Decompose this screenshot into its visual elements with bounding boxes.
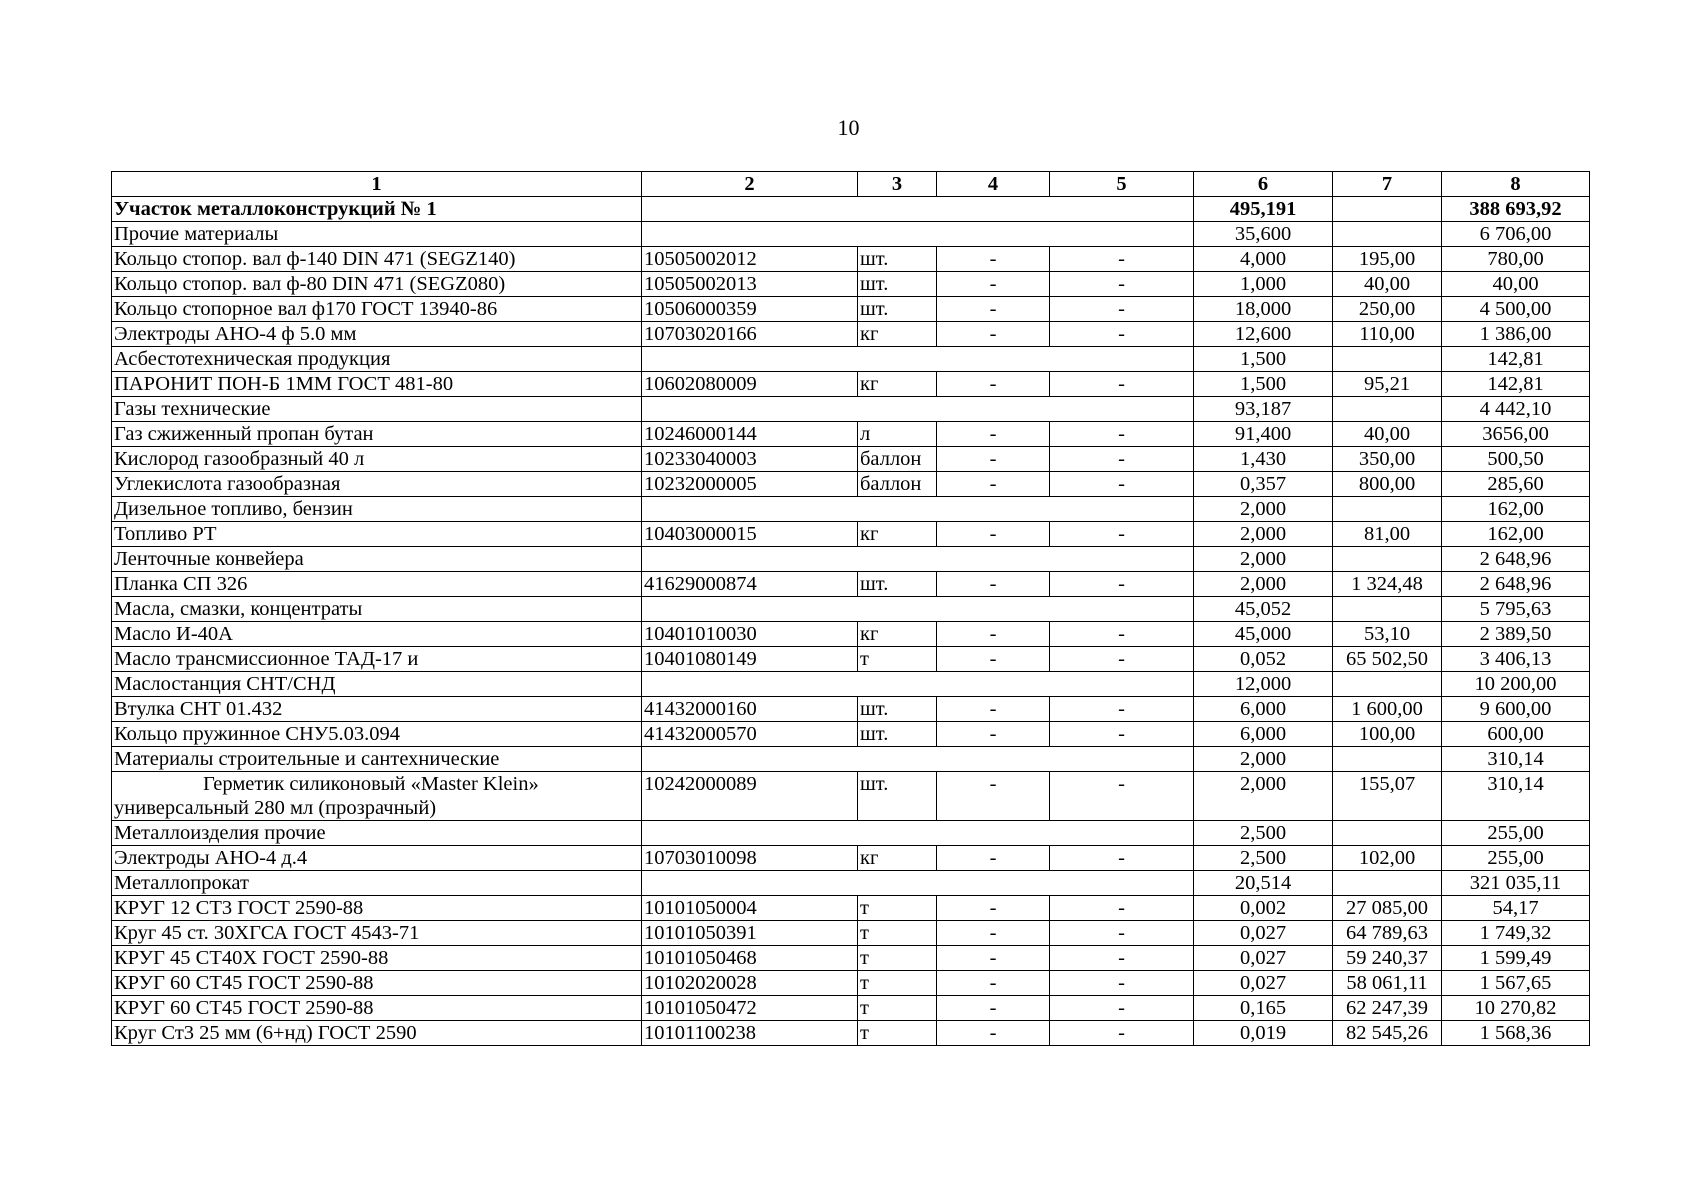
price-cell: 100,00 [1333, 722, 1442, 747]
unit-cell: т [858, 896, 937, 921]
item-code: 10101050468 [642, 946, 858, 971]
table-row [112, 622, 1590, 647]
column-header: 6 [1194, 172, 1333, 197]
empty-cell [1333, 747, 1442, 772]
item-code: 10703020166 [642, 322, 858, 347]
price-cell: 82 545,26 [1333, 1021, 1442, 1046]
sum-cell: 1 599,49 [1442, 946, 1590, 971]
quantity-cell: 0,052 [1194, 647, 1333, 672]
item-name: Масло трансмиссионное ТАД-17 и [112, 647, 642, 672]
price-cell: 64 789,63 [1333, 921, 1442, 946]
sum-cell: 10 200,00 [1442, 672, 1590, 697]
price-cell: 65 502,50 [1333, 647, 1442, 672]
unit-cell: кг [858, 622, 937, 647]
dash-cell: - [1050, 422, 1194, 447]
quantity-cell: 35,600 [1194, 222, 1333, 247]
item-name: Масло И-40А [112, 622, 642, 647]
table-row [112, 372, 1590, 397]
dash-cell: - [1050, 971, 1194, 996]
price-cell: 155,07 [1333, 772, 1442, 821]
quantity-cell: 2,000 [1194, 522, 1333, 547]
group-name: Маслостанция СНТ/СНД [112, 672, 642, 697]
dash-cell: - [1050, 622, 1194, 647]
price-cell: 53,10 [1333, 622, 1442, 647]
dash-cell: - [937, 297, 1050, 322]
quantity-cell: 12,600 [1194, 322, 1333, 347]
dash-cell: - [937, 622, 1050, 647]
dash-cell: - [937, 1021, 1050, 1046]
empty-cell [1333, 197, 1442, 222]
quantity-cell: 0,357 [1194, 472, 1333, 497]
empty-cell [642, 871, 1194, 896]
item-code: 10246000144 [642, 422, 858, 447]
empty-cell [642, 547, 1194, 572]
dash-cell: - [1050, 846, 1194, 871]
empty-cell [642, 497, 1194, 522]
empty-cell [1333, 397, 1442, 422]
table-row [112, 322, 1590, 347]
unit-cell: шт. [858, 772, 937, 821]
dash-cell: - [937, 971, 1050, 996]
dash-cell: - [1050, 472, 1194, 497]
empty-cell [1333, 821, 1442, 846]
item-code: 10232000005 [642, 472, 858, 497]
dash-cell: - [937, 272, 1050, 297]
sum-cell: 600,00 [1442, 722, 1590, 747]
quantity-cell: 20,514 [1194, 871, 1333, 896]
dash-cell: - [1050, 522, 1194, 547]
group-name: Асбестотехническая продукция [112, 347, 642, 372]
dash-cell: - [1050, 322, 1194, 347]
dash-cell: - [937, 996, 1050, 1021]
sum-cell: 10 270,82 [1442, 996, 1590, 1021]
sum-cell: 1 749,32 [1442, 921, 1590, 946]
header-row [112, 172, 1590, 197]
quantity-cell: 0,027 [1194, 971, 1333, 996]
quantity-cell: 2,000 [1194, 747, 1333, 772]
table-row [112, 722, 1590, 747]
unit-cell: шт. [858, 572, 937, 597]
empty-cell [1333, 871, 1442, 896]
quantity-cell: 45,000 [1194, 622, 1333, 647]
table-row [112, 297, 1590, 322]
empty-cell [1333, 222, 1442, 247]
sum-cell: 255,00 [1442, 846, 1590, 871]
sum-cell: 3 406,13 [1442, 647, 1590, 672]
dash-cell: - [1050, 946, 1194, 971]
empty-cell [642, 672, 1194, 697]
group-row [112, 222, 1590, 247]
table-row [112, 647, 1590, 672]
sum-cell: 142,81 [1442, 372, 1590, 397]
item-name: Электроды АНО-4 ф 5.0 мм [112, 322, 642, 347]
dash-cell: - [1050, 572, 1194, 597]
table-row [112, 247, 1590, 272]
price-cell: 62 247,39 [1333, 996, 1442, 1021]
dash-cell: - [1050, 272, 1194, 297]
price-cell: 102,00 [1333, 846, 1442, 871]
item-name: КРУГ 60 СТ45 ГОСТ 2590-88 [112, 971, 642, 996]
item-name: Круг 45 ст. 30ХГСА ГОСТ 4543-71 [112, 921, 642, 946]
sum-cell: 255,00 [1442, 821, 1590, 846]
group-row [112, 597, 1590, 622]
dash-cell: - [1050, 447, 1194, 472]
materials-table [111, 171, 1590, 1046]
item-name: Кислород газообразный 40 л [112, 447, 642, 472]
item-name: Герметик силиконовый «Master Klein» универсальный 280 мл (прозрачный) [112, 772, 642, 821]
group-name: Газы технические [112, 397, 642, 422]
item-code: 10703010098 [642, 846, 858, 871]
group-row [112, 347, 1590, 372]
item-code: 41432000570 [642, 722, 858, 747]
dash-cell: - [1050, 247, 1194, 272]
sum-cell: 310,14 [1442, 772, 1590, 821]
dash-cell: - [1050, 697, 1194, 722]
dash-cell: - [937, 647, 1050, 672]
empty-cell [1333, 672, 1442, 697]
item-code: 10505002013 [642, 272, 858, 297]
item-name: Углекислота газообразная [112, 472, 642, 497]
unit-cell: т [858, 1021, 937, 1046]
sum-cell: 780,00 [1442, 247, 1590, 272]
table-row [112, 272, 1590, 297]
table-row [112, 846, 1590, 871]
table-row [112, 896, 1590, 921]
item-name: Электроды АНО-4 д.4 [112, 846, 642, 871]
quantity-cell: 0,019 [1194, 1021, 1333, 1046]
unit-cell: т [858, 996, 937, 1021]
sum-cell: 54,17 [1442, 896, 1590, 921]
empty-cell [1333, 597, 1442, 622]
sum-cell: 40,00 [1442, 272, 1590, 297]
item-code: 10102020028 [642, 971, 858, 996]
quantity-cell: 93,187 [1194, 397, 1333, 422]
empty-cell [642, 821, 1194, 846]
item-name: Газ сжиженный пропан бутан [112, 422, 642, 447]
item-code: 10233040003 [642, 447, 858, 472]
column-header: 3 [858, 172, 937, 197]
quantity-cell: 495,191 [1194, 197, 1333, 222]
column-header: 5 [1050, 172, 1194, 197]
price-cell: 58 061,11 [1333, 971, 1442, 996]
quantity-cell: 45,052 [1194, 597, 1333, 622]
table-row [112, 921, 1590, 946]
empty-cell [1333, 347, 1442, 372]
item-code: 10401080149 [642, 647, 858, 672]
group-name: Металлопрокат [112, 871, 642, 896]
dash-cell: - [937, 896, 1050, 921]
dash-cell: - [1050, 647, 1194, 672]
price-cell: 1 324,48 [1333, 572, 1442, 597]
item-code: 10505002012 [642, 247, 858, 272]
unit-cell: баллон [858, 447, 937, 472]
empty-cell [642, 397, 1194, 422]
sum-cell: 2 648,96 [1442, 572, 1590, 597]
empty-cell [642, 197, 1194, 222]
dash-cell: - [937, 472, 1050, 497]
item-code: 10506000359 [642, 297, 858, 322]
dash-cell: - [937, 447, 1050, 472]
quantity-cell: 12,000 [1194, 672, 1333, 697]
sum-cell: 4 442,10 [1442, 397, 1590, 422]
item-name: Топливо РТ [112, 522, 642, 547]
dash-cell: - [937, 572, 1050, 597]
group-name: Материалы строительные и сантехнические [112, 747, 642, 772]
quantity-cell: 2,500 [1194, 821, 1333, 846]
column-header: 8 [1442, 172, 1590, 197]
table-row [112, 971, 1590, 996]
sum-cell: 285,60 [1442, 472, 1590, 497]
unit-cell: т [858, 946, 937, 971]
sum-cell: 162,00 [1442, 522, 1590, 547]
dash-cell: - [1050, 372, 1194, 397]
item-name: Кольцо стопор. вал ф-140 DIN 471 (SEGZ140) [112, 247, 642, 272]
column-header: 2 [642, 172, 858, 197]
sum-cell: 162,00 [1442, 497, 1590, 522]
table-row [112, 472, 1590, 497]
item-code: 10602080009 [642, 372, 858, 397]
price-cell: 1 600,00 [1333, 697, 1442, 722]
price-cell: 110,00 [1333, 322, 1442, 347]
item-code: 10101050391 [642, 921, 858, 946]
dash-cell: - [937, 697, 1050, 722]
unit-cell: шт. [858, 697, 937, 722]
sum-cell: 4 500,00 [1442, 297, 1590, 322]
sum-cell: 310,14 [1442, 747, 1590, 772]
dash-cell: - [937, 772, 1050, 821]
group-row [112, 672, 1590, 697]
dash-cell: - [937, 422, 1050, 447]
quantity-cell: 0,027 [1194, 946, 1333, 971]
price-cell: 40,00 [1333, 272, 1442, 297]
item-code: 41432000160 [642, 697, 858, 722]
quantity-cell: 2,500 [1194, 846, 1333, 871]
price-cell: 95,21 [1333, 372, 1442, 397]
dash-cell: - [937, 921, 1050, 946]
unit-cell: кг [858, 522, 937, 547]
unit-cell: кг [858, 322, 937, 347]
sum-cell: 321 035,11 [1442, 871, 1590, 896]
empty-cell [1333, 547, 1442, 572]
group-row [112, 747, 1590, 772]
group-row [112, 397, 1590, 422]
quantity-cell: 6,000 [1194, 697, 1333, 722]
price-cell: 195,00 [1333, 247, 1442, 272]
item-name: КРУГ 45 СТ40Х ГОСТ 2590-88 [112, 946, 642, 971]
group-name: Прочие материалы [112, 222, 642, 247]
item-code: 10401010030 [642, 622, 858, 647]
empty-cell [642, 222, 1194, 247]
dash-cell: - [1050, 722, 1194, 747]
group-name: Ленточные конвейера [112, 547, 642, 572]
empty-cell [1333, 497, 1442, 522]
column-header: 1 [112, 172, 642, 197]
quantity-cell: 2,000 [1194, 547, 1333, 572]
sum-cell: 6 706,00 [1442, 222, 1590, 247]
page-number: 10 [837, 115, 860, 140]
quantity-cell: 2,000 [1194, 497, 1333, 522]
dash-cell: - [937, 322, 1050, 347]
group-name: Масла, смазки, концентраты [112, 597, 642, 622]
item-code: 10101050004 [642, 896, 858, 921]
item-code: 41629000874 [642, 572, 858, 597]
sum-cell: 5 795,63 [1442, 597, 1590, 622]
quantity-cell: 6,000 [1194, 722, 1333, 747]
item-code: 10101100238 [642, 1021, 858, 1046]
quantity-cell: 2,000 [1194, 572, 1333, 597]
table-row [112, 946, 1590, 971]
quantity-cell: 0,165 [1194, 996, 1333, 1021]
sum-cell: 388 693,92 [1442, 197, 1590, 222]
column-header: 4 [937, 172, 1050, 197]
group-row [112, 821, 1590, 846]
item-name: Втулка СНТ 01.432 [112, 697, 642, 722]
price-cell: 350,00 [1333, 447, 1442, 472]
sum-cell: 1 568,36 [1442, 1021, 1590, 1046]
item-name: Планка СП 326 [112, 572, 642, 597]
quantity-cell: 1,000 [1194, 272, 1333, 297]
price-cell: 800,00 [1333, 472, 1442, 497]
dash-cell: - [1050, 921, 1194, 946]
dash-cell: - [1050, 1021, 1194, 1046]
quantity-cell: 18,000 [1194, 297, 1333, 322]
item-name: Кольцо пружинное СНУ5.03.094 [112, 722, 642, 747]
unit-cell: т [858, 971, 937, 996]
unit-cell: шт. [858, 272, 937, 297]
dash-cell: - [1050, 297, 1194, 322]
unit-cell: л [858, 422, 937, 447]
table-row [112, 522, 1590, 547]
sum-cell: 1 567,65 [1442, 971, 1590, 996]
group-row [112, 497, 1590, 522]
unit-cell: т [858, 647, 937, 672]
price-cell: 81,00 [1333, 522, 1442, 547]
quantity-cell: 1,430 [1194, 447, 1333, 472]
unit-cell: кг [858, 846, 937, 871]
dash-cell: - [937, 247, 1050, 272]
dash-cell: - [1050, 996, 1194, 1021]
table-row [112, 697, 1590, 722]
quantity-cell: 0,002 [1194, 896, 1333, 921]
item-code: 10242000089 [642, 772, 858, 821]
table-row [112, 772, 1590, 821]
quantity-cell: 91,400 [1194, 422, 1333, 447]
item-name: КРУГ 12 СТ3 ГОСТ 2590-88 [112, 896, 642, 921]
item-name: ПАРОНИТ ПОН-Б 1ММ ГОСТ 481-80 [112, 372, 642, 397]
unit-cell: шт. [858, 297, 937, 322]
unit-cell: кг [858, 372, 937, 397]
dash-cell: - [937, 946, 1050, 971]
section-name: Участок металлоконструкций № 1 [112, 197, 642, 222]
sum-cell: 9 600,00 [1442, 697, 1590, 722]
dash-cell: - [1050, 772, 1194, 821]
table-row [112, 422, 1590, 447]
group-name: Дизельное топливо, бензин [112, 497, 642, 522]
dash-cell: - [937, 372, 1050, 397]
dash-cell: - [937, 522, 1050, 547]
unit-cell: шт. [858, 722, 937, 747]
price-cell: 40,00 [1333, 422, 1442, 447]
sum-cell: 500,50 [1442, 447, 1590, 472]
item-name: Кольцо стопорное вал ф170 ГОСТ 13940-86 [112, 297, 642, 322]
sum-cell: 2 648,96 [1442, 547, 1590, 572]
sum-cell: 2 389,50 [1442, 622, 1590, 647]
quantity-cell: 1,500 [1194, 347, 1333, 372]
group-row [112, 871, 1590, 896]
sum-cell: 142,81 [1442, 347, 1590, 372]
dash-cell: - [937, 846, 1050, 871]
table-row [112, 447, 1590, 472]
unit-cell: баллон [858, 472, 937, 497]
unit-cell: т [858, 921, 937, 946]
price-cell: 59 240,37 [1333, 946, 1442, 971]
empty-cell [642, 597, 1194, 622]
dash-cell: - [1050, 896, 1194, 921]
table-row [112, 572, 1590, 597]
table-row [112, 996, 1590, 1021]
quantity-cell: 4,000 [1194, 247, 1333, 272]
item-code: 10101050472 [642, 996, 858, 1021]
item-name: КРУГ 60 СТ45 ГОСТ 2590-88 [112, 996, 642, 1021]
empty-cell [642, 747, 1194, 772]
quantity-cell: 0,027 [1194, 921, 1333, 946]
unit-cell: шт. [858, 247, 937, 272]
section-row [112, 197, 1590, 222]
group-name: Металлоизделия прочие [112, 821, 642, 846]
group-row [112, 547, 1590, 572]
item-code: 10403000015 [642, 522, 858, 547]
price-cell: 250,00 [1333, 297, 1442, 322]
item-name: Кольцо стопор. вал ф-80 DIN 471 (SEGZ080) [112, 272, 642, 297]
table-row [112, 1021, 1590, 1046]
item-name: Круг Ст3 25 мм (6+нд) ГОСТ 2590 [112, 1021, 642, 1046]
price-cell: 27 085,00 [1333, 896, 1442, 921]
column-header: 7 [1333, 172, 1442, 197]
sum-cell: 3656,00 [1442, 422, 1590, 447]
empty-cell [642, 347, 1194, 372]
dash-cell: - [937, 722, 1050, 747]
quantity-cell: 1,500 [1194, 372, 1333, 397]
sum-cell: 1 386,00 [1442, 322, 1590, 347]
quantity-cell: 2,000 [1194, 772, 1333, 821]
